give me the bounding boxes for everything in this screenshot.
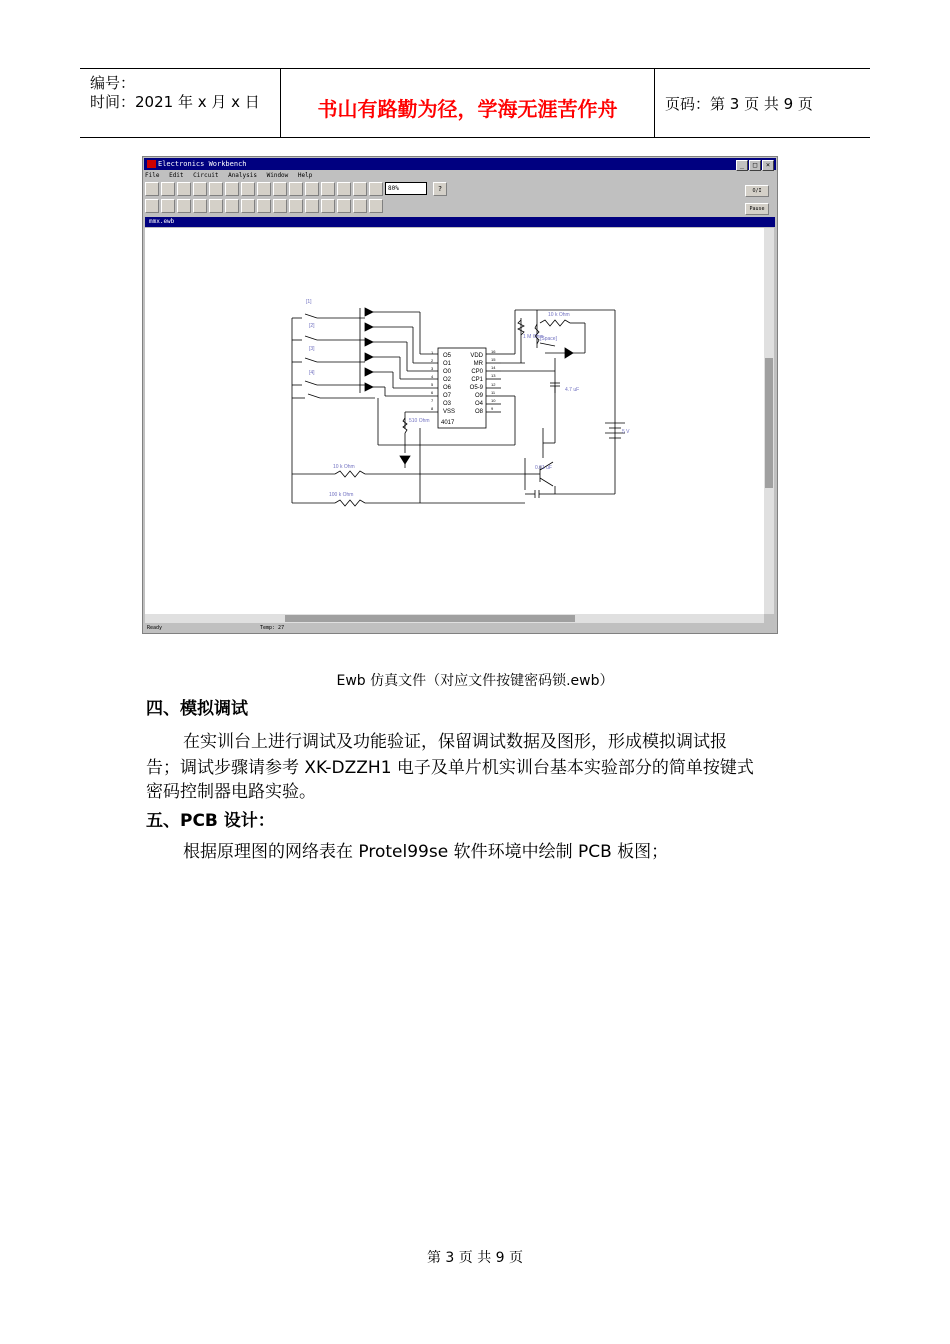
open-folder-icon[interactable] bbox=[161, 182, 175, 196]
pin-right-14: CP0 bbox=[471, 369, 483, 375]
time-label: 时间：2021 年 x 月 x 日 bbox=[90, 93, 260, 111]
space-key-label: [Space] bbox=[540, 336, 557, 342]
instruments-icon[interactable] bbox=[353, 199, 367, 213]
flip-v-icon[interactable] bbox=[289, 182, 303, 196]
status-ready: Ready bbox=[147, 625, 163, 631]
graph-icon[interactable] bbox=[321, 182, 335, 196]
switch-label-2: [2] bbox=[309, 323, 315, 329]
menu-analysis[interactable]: Analysis bbox=[228, 172, 257, 179]
zoom-select[interactable]: 80% bbox=[385, 182, 427, 195]
vertical-scroll-thumb[interactable] bbox=[765, 358, 773, 488]
header-page-cell bbox=[655, 69, 870, 137]
zoom-in-icon[interactable] bbox=[353, 182, 367, 196]
window-controls bbox=[735, 159, 774, 171]
pin-num-11: 11 bbox=[491, 390, 496, 395]
section5-line1: 根据原理图的网络表在 Protel99se 软件环境中绘制 PCB 板图； bbox=[183, 842, 669, 862]
pin-right-15: MR bbox=[473, 361, 483, 367]
pin-left-8: VSS bbox=[443, 409, 456, 415]
resistor-1m-label: 1 M Ohm bbox=[523, 334, 544, 340]
window-titlebar bbox=[144, 158, 776, 170]
pin-num-8: 8 bbox=[431, 406, 434, 411]
vertical-scrollbar[interactable] bbox=[764, 228, 774, 614]
header-motto-cell bbox=[281, 69, 655, 137]
pin-num-4: 4 bbox=[431, 374, 434, 379]
misc-icon[interactable] bbox=[337, 199, 351, 213]
pin-num-3: 3 bbox=[431, 366, 434, 371]
pin-left-4: O2 bbox=[443, 377, 452, 383]
analog-ic-icon[interactable] bbox=[225, 199, 239, 213]
pin-left-5: O6 bbox=[443, 385, 452, 391]
copy-icon[interactable] bbox=[225, 182, 239, 196]
diodes-icon[interactable] bbox=[193, 199, 207, 213]
pin-num-6: 6 bbox=[431, 390, 434, 395]
page-label: 页码：第 3 页 共 9 页 bbox=[665, 95, 813, 113]
pin-right-13: CP1 bbox=[471, 377, 483, 383]
section4-line1: 在实训台上进行调试及功能验证，保留调试数据及图形，形成模拟调试报 bbox=[183, 732, 727, 752]
pin-num-14: 14 bbox=[491, 365, 496, 370]
cut-icon[interactable] bbox=[209, 182, 223, 196]
horizontal-scrollbar[interactable] bbox=[145, 614, 764, 623]
resistor-10k-top-label: 10 k Ohm bbox=[548, 312, 570, 318]
power-switch-icon[interactable]: O/I bbox=[745, 185, 769, 197]
ewb-screenshot bbox=[142, 156, 778, 634]
pin-num-7: 7 bbox=[431, 398, 434, 403]
status-bar bbox=[145, 624, 775, 632]
pin-num-16: 16 bbox=[491, 349, 496, 354]
menu-bar bbox=[145, 171, 318, 181]
digital-ic-icon[interactable] bbox=[257, 199, 271, 213]
resistor-510-label: 510 Ohm bbox=[409, 418, 430, 424]
pin-num-5: 5 bbox=[431, 382, 434, 387]
subcircuit-icon[interactable] bbox=[305, 182, 319, 196]
section4-heading: 四、模拟调试 bbox=[146, 699, 248, 719]
motto: 书山有路勤为径，学海无涯苦作舟 bbox=[317, 97, 618, 121]
close-icon[interactable]: × bbox=[762, 160, 774, 171]
pin-num-12: 12 bbox=[491, 382, 496, 387]
resistor-10k-mid-label: 10 k Ohm bbox=[333, 464, 355, 470]
pin-right-9: O8 bbox=[474, 409, 483, 415]
pin-num-9: 9 bbox=[491, 406, 494, 411]
schematic-canvas[interactable] bbox=[145, 228, 764, 614]
pin-num-2: 2 bbox=[431, 358, 434, 363]
rotate-icon[interactable] bbox=[257, 182, 271, 196]
menu-file[interactable]: File bbox=[145, 172, 160, 179]
section4-line2: 告；调试步骤请参考 XK-DZZH1 电子及单片机实训台基本实验部分的简单按键式 bbox=[146, 758, 754, 778]
indicators-icon[interactable] bbox=[305, 199, 319, 213]
pin-num-10: 10 bbox=[491, 398, 496, 403]
pin-left-7: O3 bbox=[443, 401, 452, 407]
window-title: Electronics Workbench bbox=[158, 160, 247, 168]
page-footer: 第 3 页 共 9 页 bbox=[426, 1250, 524, 1266]
paste-icon[interactable] bbox=[241, 182, 255, 196]
maximize-icon[interactable]: □ bbox=[749, 160, 761, 171]
status-temp: Temp: 27 bbox=[260, 625, 285, 631]
section4-line3: 密码控制器电路实验。 bbox=[146, 782, 316, 802]
menu-window[interactable]: Window bbox=[266, 172, 289, 179]
new-file-icon[interactable] bbox=[145, 182, 159, 196]
menu-help[interactable]: Help bbox=[297, 172, 313, 179]
capacitor-001u-label: 0.01 uF bbox=[535, 465, 552, 471]
print-icon[interactable] bbox=[193, 182, 207, 196]
figure-caption: Ewb 仿真文件（对应文件按键密码锁.ewb） bbox=[336, 673, 614, 689]
capacitor-4u7-label: 4.7 uF bbox=[565, 387, 580, 393]
logic-gates-icon[interactable] bbox=[273, 199, 287, 213]
pin-right-10: O4 bbox=[474, 401, 483, 407]
switch-label-3: [3] bbox=[309, 346, 315, 352]
pause-button[interactable]: Pause bbox=[745, 203, 769, 215]
battery-label: 5 V bbox=[622, 429, 630, 435]
minimize-icon[interactable]: _ bbox=[736, 160, 748, 171]
favorites-icon[interactable] bbox=[145, 199, 159, 213]
menu-circuit[interactable]: Circuit bbox=[193, 172, 219, 179]
pin-left-3: O0 bbox=[443, 369, 452, 375]
pin-num-13: 13 bbox=[491, 373, 496, 378]
switch-label-1: [1] bbox=[306, 299, 312, 305]
pin-num-15: 15 bbox=[491, 357, 496, 362]
toolbar-parts bbox=[145, 199, 385, 214]
pin-left-1: O5 bbox=[443, 353, 452, 359]
pin-right-16: VDD bbox=[470, 353, 483, 359]
meter-icon[interactable] bbox=[369, 199, 383, 213]
pin-right-11: O9 bbox=[474, 393, 483, 399]
pin-num-1: 1 bbox=[431, 350, 434, 355]
pin-right-12: O5-9 bbox=[469, 385, 483, 391]
properties-icon[interactable] bbox=[337, 182, 351, 196]
pin-left-6: O7 bbox=[443, 393, 452, 399]
transistors-icon[interactable] bbox=[209, 199, 223, 213]
zoom-out-icon[interactable] bbox=[369, 182, 383, 196]
digital-icon[interactable] bbox=[289, 199, 303, 213]
save-icon[interactable] bbox=[177, 182, 191, 196]
switch-label-4: [4] bbox=[309, 370, 315, 376]
sources-icon[interactable] bbox=[161, 199, 175, 213]
section5-heading: 五、PCB 设计： bbox=[146, 811, 275, 831]
horizontal-scroll-thumb[interactable] bbox=[285, 615, 575, 622]
circuit-schematic bbox=[145, 228, 764, 614]
mixed-ic-icon[interactable] bbox=[241, 199, 255, 213]
number-label: 编号： bbox=[90, 74, 136, 92]
basic-icon[interactable] bbox=[177, 199, 191, 213]
help-icon[interactable]: ? bbox=[433, 182, 447, 196]
app-logo-icon bbox=[147, 160, 156, 168]
resistor-100k-label: 100 k Ohm bbox=[329, 492, 354, 498]
controls-icon[interactable] bbox=[321, 199, 335, 213]
flip-h-icon[interactable] bbox=[273, 182, 287, 196]
header-table bbox=[80, 68, 870, 138]
chip-name: 4017 bbox=[441, 420, 455, 426]
toolbar-main bbox=[145, 182, 449, 197]
document-titlebar: mmx.ewb bbox=[145, 217, 775, 227]
header-info-cell bbox=[80, 69, 281, 137]
pin-left-2: O1 bbox=[443, 361, 452, 367]
menu-edit[interactable]: Edit bbox=[169, 172, 184, 179]
